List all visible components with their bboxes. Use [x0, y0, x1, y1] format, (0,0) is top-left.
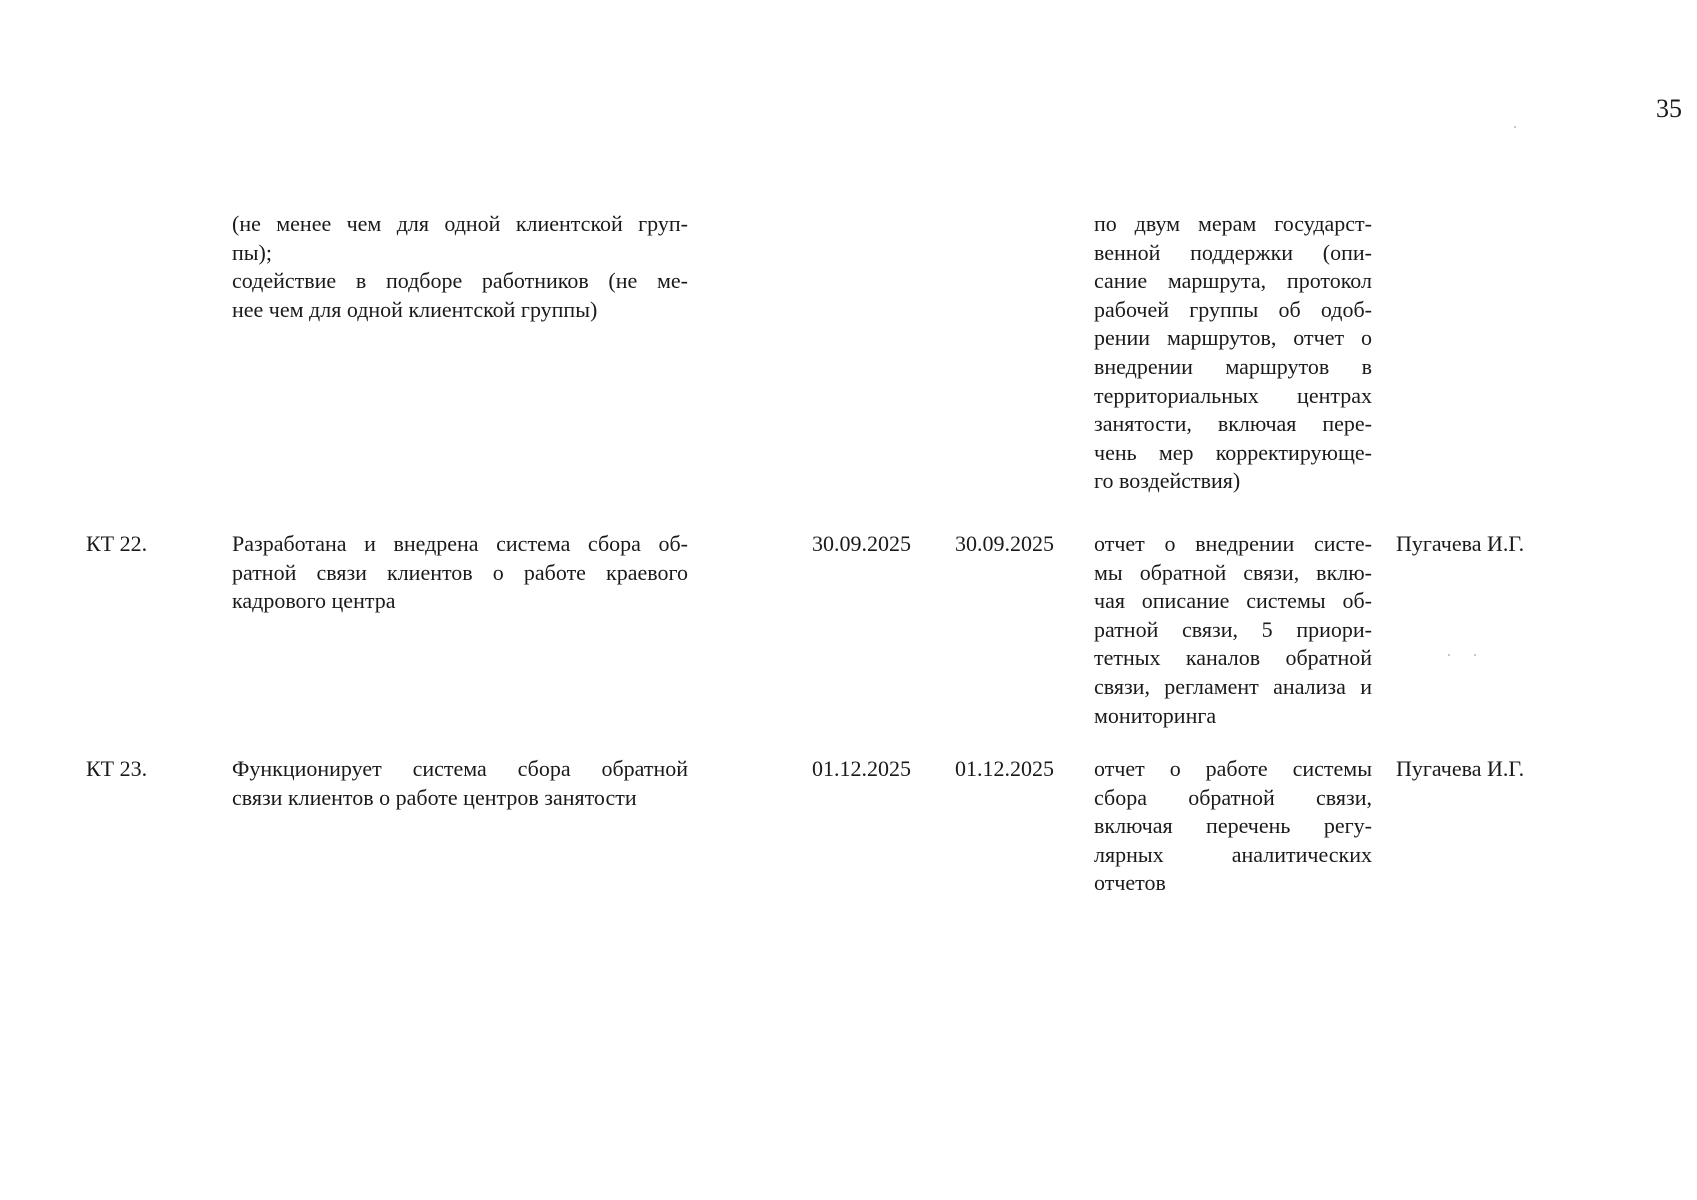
- row-2-date-fact: 01.12.2025: [955, 756, 1054, 781]
- document-line: мониторинга: [1094, 702, 1217, 728]
- description-line: пы);: [232, 239, 272, 265]
- row-2-responsible: Пугачева И.Г.: [1396, 756, 1525, 781]
- scan-speck: [1448, 654, 1450, 656]
- document-line: чень мер корректирующе-: [1094, 439, 1372, 465]
- row-2-description: [232, 755, 688, 812]
- description-line: кадрового центра: [232, 588, 396, 614]
- document-line: венной поддержки (опи-: [1094, 239, 1372, 265]
- document-line: внедрении маршрутов в: [1094, 353, 1372, 379]
- document-line: связи, регламент анализа и: [1094, 673, 1372, 699]
- document-line: лярных аналитических: [1094, 841, 1372, 867]
- document-line: рении маршрутов, отчет о: [1094, 325, 1372, 351]
- document-line: отчет о работе системы: [1094, 756, 1372, 781]
- document-line: сание маршрута, протокол: [1094, 268, 1372, 294]
- row-2-date-plan: 01.12.2025: [812, 756, 911, 781]
- row-0-description: [232, 210, 688, 324]
- description-line: ратной связи клиентов о работе краевого: [232, 559, 688, 585]
- row-0-document: [1094, 210, 1372, 496]
- document-line: тетных каналов обратной: [1094, 645, 1372, 671]
- row-1-responsible: Пугачева И.Г.: [1396, 531, 1525, 556]
- document-line: ратной связи, 5 приори-: [1094, 616, 1372, 642]
- description-line: нее чем для одной клиентской группы): [232, 296, 598, 322]
- document-line: сбора обратной связи,: [1094, 784, 1372, 810]
- scan-speck: [1514, 126, 1516, 128]
- row-1-document: [1094, 530, 1372, 730]
- description-line: Разработана и внедрена система сбора об-: [232, 531, 688, 556]
- row-1-number: КТ 22.: [86, 531, 148, 556]
- description-line: содействие в подборе работников (не ме-: [232, 268, 688, 294]
- document-line: отчет о внедрении систе-: [1094, 531, 1372, 556]
- row-2-number: КТ 23.: [86, 756, 148, 781]
- description-line: связи клиентов о работе центров занятости: [232, 784, 637, 810]
- row-2-document: [1094, 755, 1372, 898]
- document-line: территориальных центрах: [1094, 382, 1372, 408]
- row-1-description: [232, 530, 688, 616]
- description-line: Функционирует система сбора обратной: [232, 756, 688, 781]
- page-number: 35: [1656, 94, 1682, 123]
- document-line: включая перечень регу-: [1094, 813, 1372, 839]
- row-1-date-plan: 30.09.2025: [812, 531, 911, 556]
- document-line: рабочей группы об одоб-: [1094, 296, 1372, 322]
- row-1-date-fact: 30.09.2025: [955, 531, 1054, 556]
- description-line: (не менее чем для одной клиентской груп-: [232, 211, 688, 236]
- document-line: чая описание системы об-: [1094, 588, 1372, 614]
- document-line: по двум мерам государст-: [1094, 211, 1372, 236]
- document-line: го воздействия): [1094, 468, 1241, 494]
- scan-speck: [1474, 654, 1476, 656]
- document-line: отчетов: [1094, 870, 1166, 896]
- document-line: занятости, включая пере-: [1094, 411, 1372, 437]
- document-line: мы обратной связи, вклю-: [1094, 559, 1372, 585]
